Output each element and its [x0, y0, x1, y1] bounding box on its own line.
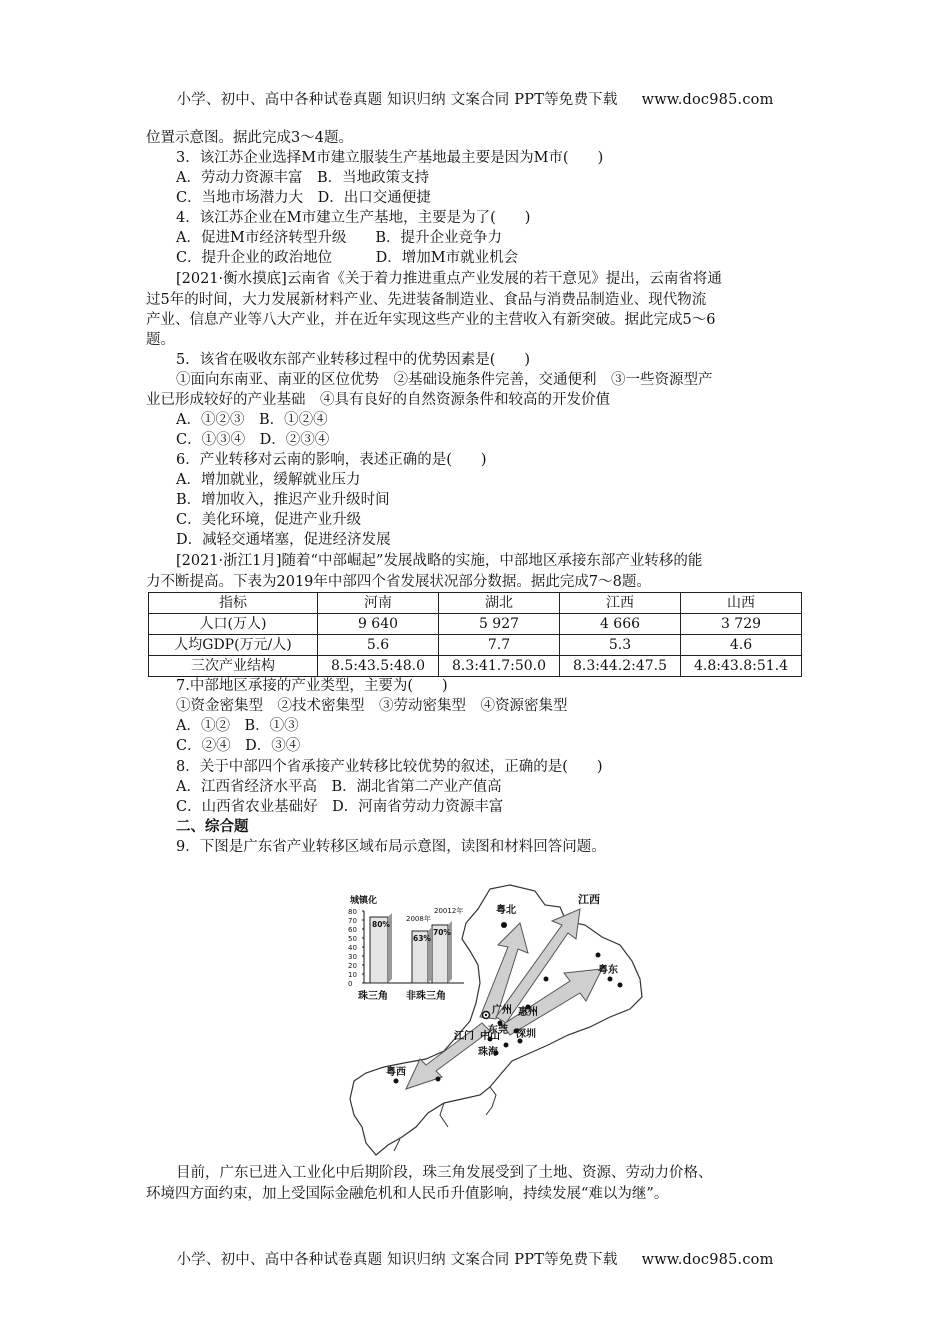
question-9: 9．下图是广东省产业转移区域布局示意图，读图和材料回答问题。	[176, 839, 606, 855]
option-line: A．促进M市经济转型升级 B．提升企业竞争力	[176, 230, 502, 246]
option-line: C．山西省农业基础好 D．河南省劳动力资源丰富	[176, 799, 504, 815]
section-title: 二、综合题	[176, 818, 249, 835]
paragraph-line: 目前，广东已进入工业化中后期阶段，珠三角发展受到了土地、资源、劳动力价格、	[176, 1165, 713, 1181]
province-data-table	[148, 592, 802, 677]
inset-y-tick-label: 60	[348, 926, 357, 934]
province-outline	[350, 885, 642, 1155]
year-label-2008: 2008年	[406, 915, 431, 923]
place-label-yuebei: 粤北	[496, 905, 516, 916]
city-dot	[436, 1077, 441, 1082]
urbanization-inset-chart	[348, 894, 464, 1002]
option-line: C．①③④ D．②③④	[176, 432, 330, 448]
place-label-jiangxi: 江西	[578, 893, 600, 906]
table-header: 指标	[149, 593, 318, 614]
place-label-jiangmen: 江门	[454, 1031, 474, 1042]
option-line: C．提升企业的政治地位 D．增加M市就业机会	[176, 250, 519, 266]
table-cell: 人均GDP(万元/人)	[149, 635, 318, 656]
city-dot	[544, 977, 549, 982]
question-7: 7.中部地区承接的产业类型，主要为( )	[176, 678, 448, 694]
question-3: 3．该江苏企业选择M市建立服装生产基地最主要是因为M市( )	[176, 150, 604, 166]
question-4: 4．该江苏企业在M市建立生产基地，主要是为了( )	[176, 210, 531, 226]
place-label-huizhou: 惠州	[518, 1007, 538, 1018]
table-header: 河南	[318, 593, 439, 614]
guangdong-industry-transfer-map	[340, 875, 660, 1160]
table-cell: 人口(万人)	[149, 614, 318, 635]
question-8: 8．关于中部四个省承接产业转移比较优势的叙述，正确的是( )	[176, 759, 603, 775]
city-dot	[504, 1043, 509, 1048]
question-5: 5．该省在吸收东部产业转移过程中的优势因素是( )	[176, 352, 531, 368]
inset-y-tick-label: 50	[348, 935, 357, 943]
option-line: C．②④ D．③④	[176, 738, 301, 754]
option-line: C．当地市场潜力大 D．出口交通便捷	[176, 190, 431, 206]
footer-url[interactable]: www.doc985.com	[641, 1252, 774, 1268]
place-label-guangzhou: 广州	[492, 1005, 512, 1016]
table-cell: 3 729	[681, 614, 802, 635]
inset-y-tick-label: 0	[348, 980, 353, 988]
page-header	[0, 88, 950, 109]
material-line: 题。	[146, 332, 175, 348]
table-cell: 9 640	[318, 614, 439, 635]
material-line: [2021·浙江1月]随着“中部崛起”发展战略的实施，中部地区承接东部产业转移的能	[176, 553, 703, 569]
header-url[interactable]: www.doc985.com	[641, 92, 774, 108]
header-text: 小学、初中、高中各种试卷真题 知识归纳 文案合同 PPT等免费下载	[176, 92, 618, 108]
table-cell: 三次产业结构	[149, 656, 318, 677]
category-label-zhusanjiao: 珠三角	[358, 991, 388, 1002]
statement-line: ①面向东南亚、南亚的区位优势 ②基础设施条件完善，交通便利 ③一些资源型产	[176, 372, 713, 388]
city-dot	[501, 922, 507, 928]
table-cell: 4 666	[560, 614, 681, 635]
table-cell: 8.3:41.7:50.0	[439, 656, 560, 677]
place-label-yuedong: 粤东	[598, 965, 618, 976]
option-line: ①资金密集型 ②技术密集型 ③劳动密集型 ④资源密集型	[176, 698, 568, 714]
table-row	[149, 635, 802, 656]
table-header: 湖北	[439, 593, 560, 614]
city-dot	[485, 1014, 487, 1016]
option-line: B．增加收入，推迟产业升级时间	[176, 492, 390, 508]
place-label-zhuhai: 珠海	[478, 1047, 498, 1058]
option-line: A．①② B．①③	[176, 718, 299, 734]
table-cell: 5.3	[560, 635, 681, 656]
inset-y-tick-label: 10	[348, 971, 357, 979]
table-header: 山西	[681, 593, 802, 614]
inset-chart-title: 城镇化	[350, 896, 378, 906]
table-cell: 8.3:44.2:47.5	[560, 656, 681, 677]
footer-text: 小学、初中、高中各种试卷真题 知识归纳 文案合同 PPT等免费下载	[176, 1252, 618, 1268]
page-footer	[0, 1248, 950, 1269]
place-label-zhongshan: 中山	[480, 1031, 500, 1042]
city-dot	[608, 977, 613, 982]
table-cell: 4.6	[681, 635, 802, 656]
category-label-feizhusanjiao: 非珠三角	[406, 991, 446, 1002]
pct-label-fei-2008: 63%	[413, 934, 431, 943]
text-line: 位置示意图。据此完成3～4题。	[146, 130, 353, 146]
material-line: 过5年的时间，大力发展新材料产业、先进装备制造业、食品与消费品制造业、现代物流	[146, 292, 707, 308]
option-line: A．江西省经济水平高 B．湖北省第二产业产值高	[176, 779, 502, 795]
inset-y-tick-label: 70	[348, 917, 357, 925]
option-line: A．增加就业，缓解就业压力	[176, 472, 361, 488]
option-line: C．美化环境，促进产业升级	[176, 512, 362, 528]
inset-y-tick-label: 40	[348, 944, 357, 952]
table-header-row	[149, 593, 802, 614]
option-line: A．劳动力资源丰富 B．当地政策支持	[176, 170, 430, 186]
table-cell: 7.7	[439, 635, 560, 656]
table-cell: 8.5:43.5:48.0	[318, 656, 439, 677]
table-cell: 5 927	[439, 614, 560, 635]
table-row	[149, 614, 802, 635]
statement-line: 业已形成较好的产业基础 ④具有良好的自然资源条件和较高的开发价值	[146, 392, 610, 408]
material-line: [2021·衡水摸底]云南省《关于着力推进重点产业发展的若干意见》提出，云南省将通	[176, 271, 722, 287]
place-label-yuexi: 粤西	[386, 1067, 406, 1078]
table-header: 江西	[560, 593, 681, 614]
inset-y-tick-label: 80	[348, 908, 357, 916]
pct-label-fei-2012: 70%	[433, 928, 451, 937]
table-cell: 4.8:43.8:51.4	[681, 656, 802, 677]
question-6: 6．产业转移对云南的影响，表述正确的是( )	[176, 452, 487, 468]
pct-label-zhusanjiao: 80%	[372, 920, 390, 929]
city-dot	[618, 983, 623, 988]
inset-y-tick-label: 30	[348, 953, 357, 961]
option-line: A．①②③ B．①②④	[176, 412, 328, 428]
place-label-shenzhen: 深圳	[516, 1029, 536, 1040]
city-dot	[394, 1079, 399, 1084]
year-label-2012: 20012年	[434, 907, 464, 915]
inset-y-tick-label: 20	[348, 962, 357, 970]
option-line: D．减轻交通堵塞，促进经济发展	[176, 532, 391, 548]
table-row	[149, 656, 802, 677]
place-label-dongguan: 东莞	[488, 1025, 508, 1036]
material-line: 力不断提高。下表为2019年中部四个省发展状况部分数据。据此完成7～8题。	[146, 574, 651, 590]
material-line: 产业、信息产业等八大产业，并在近年实现这些产业的主营收入有新突破。据此完成5～6	[146, 312, 716, 328]
paragraph-line: 环境四方面约束，加上受国际金融危机和人民币升值影响，持续发展“难以为继”。	[146, 1186, 669, 1202]
city-dot	[596, 953, 601, 958]
table-cell: 5.6	[318, 635, 439, 656]
